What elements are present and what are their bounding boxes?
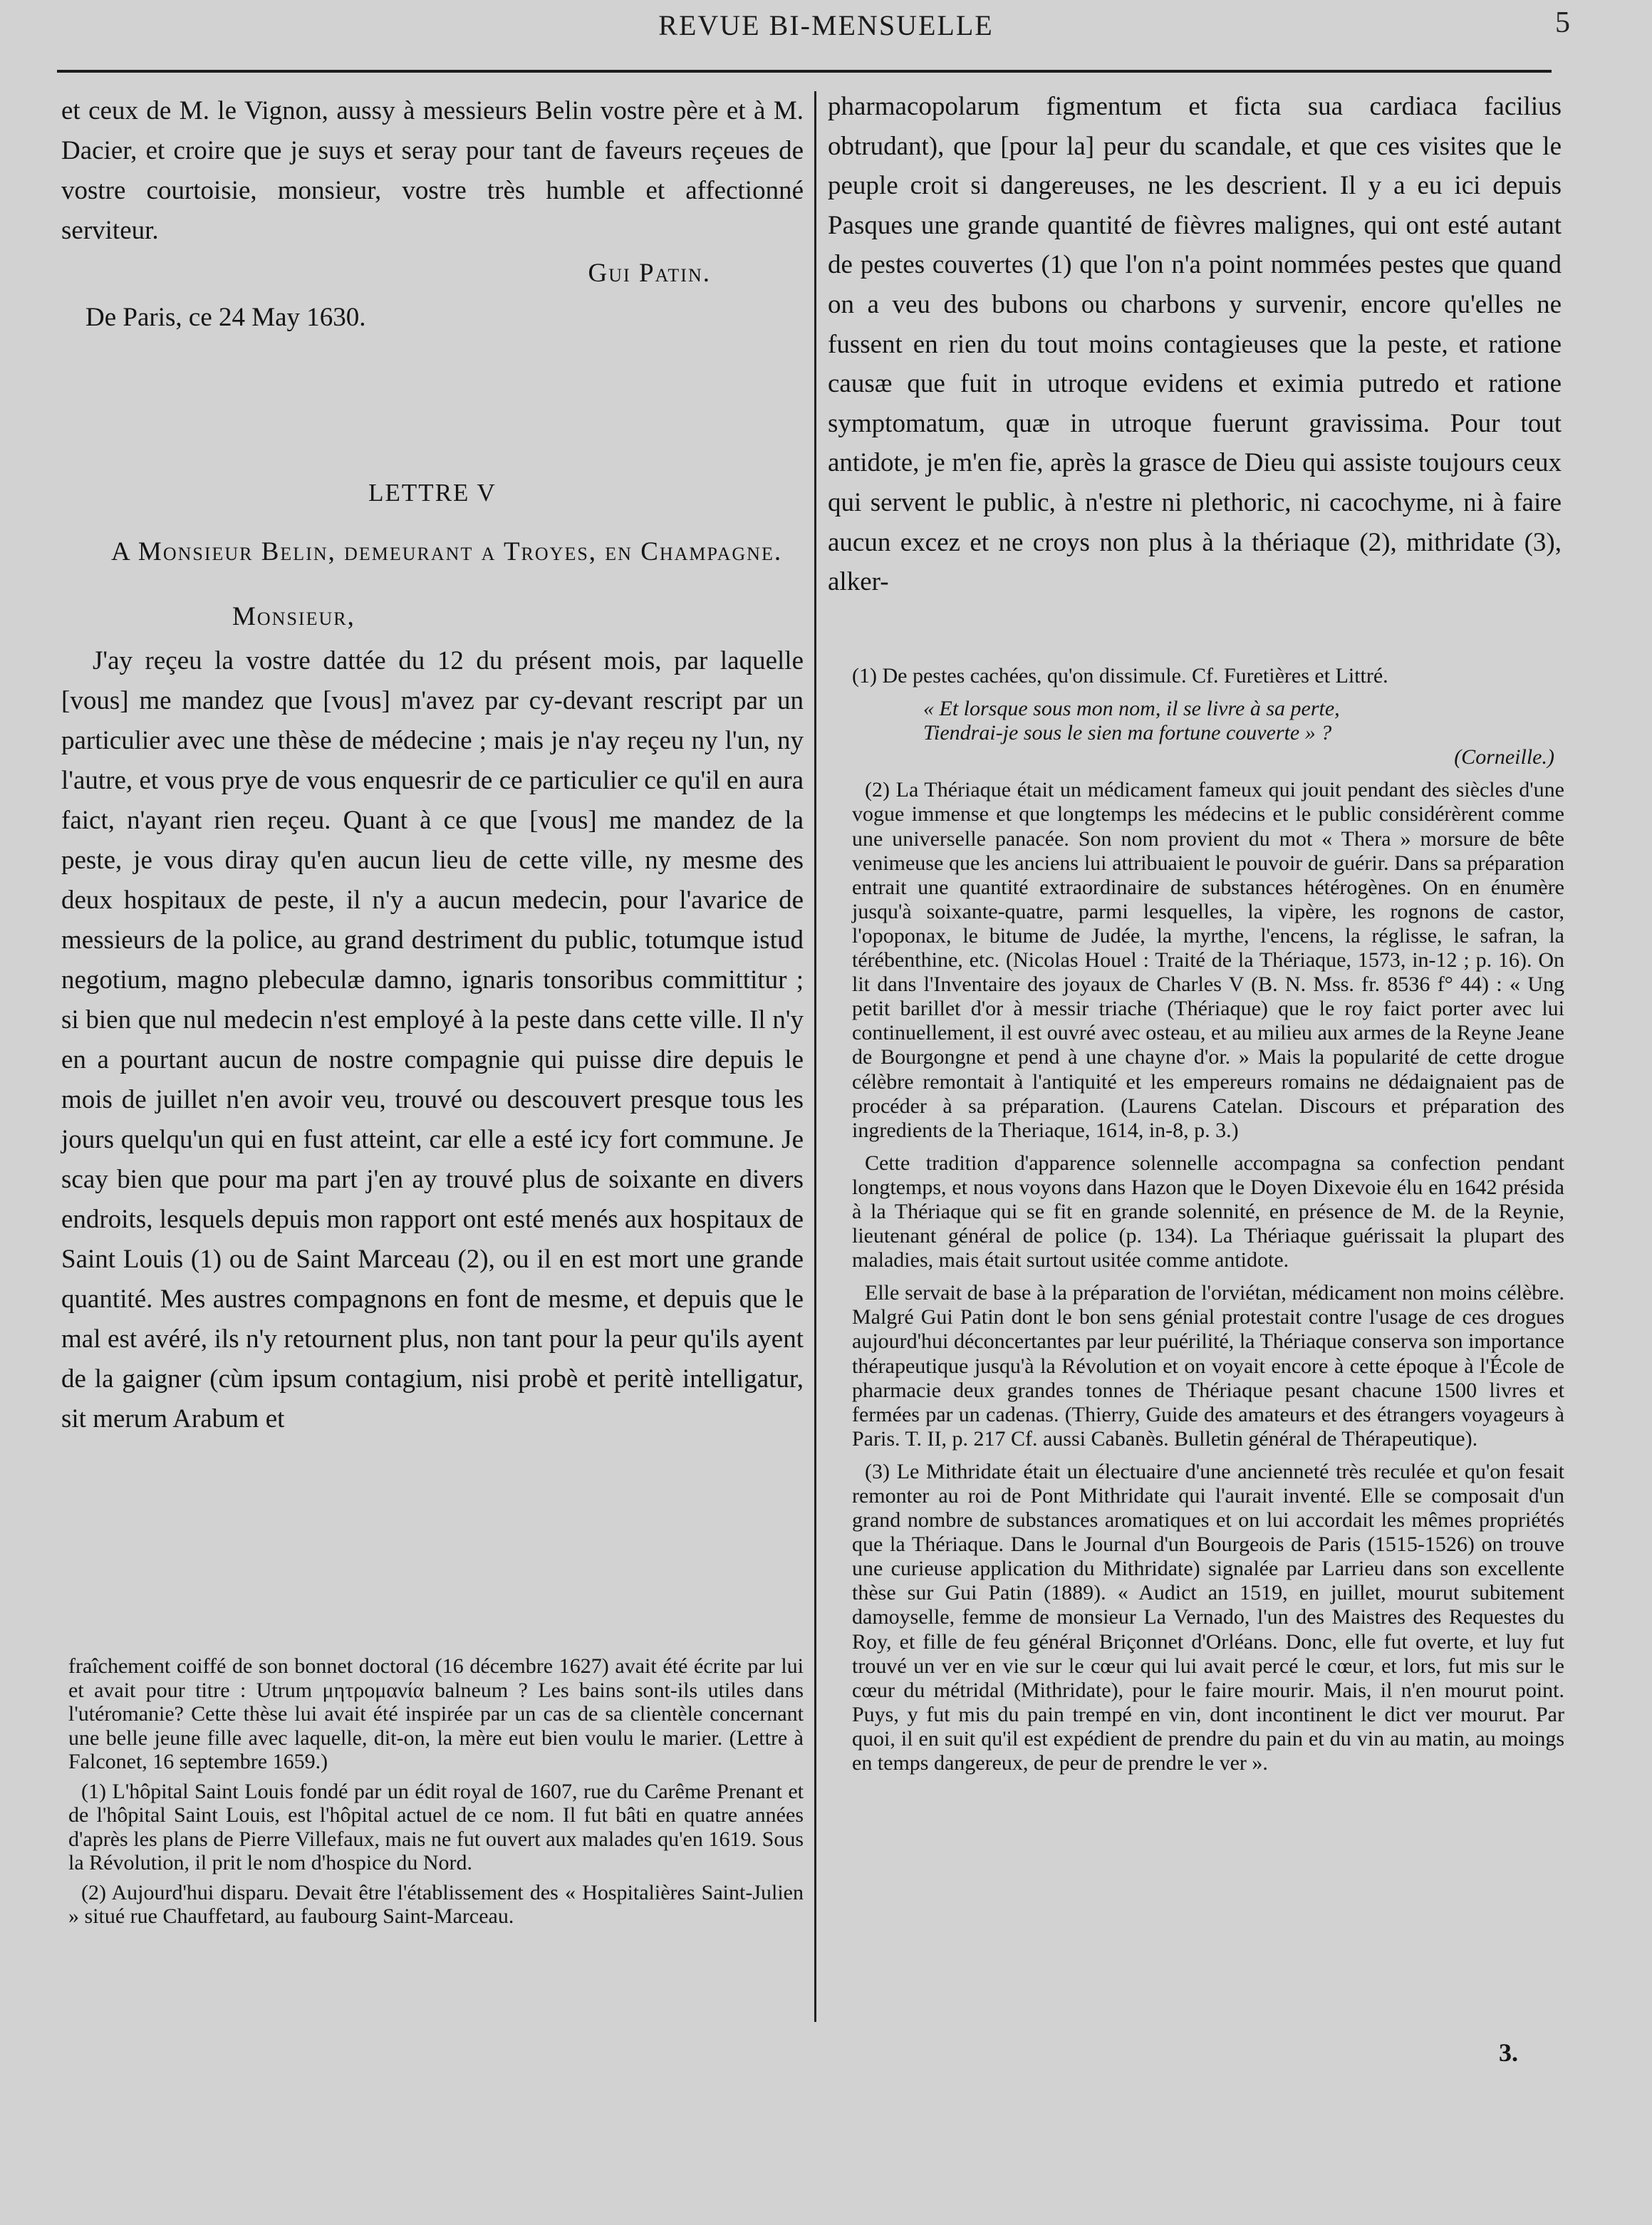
footnote-quote-line-2: Tiendrai-je sous le sien ma fortune couverte » ? [923,721,1332,745]
signature: Gui Patin. [588,259,711,288]
letter-body-continued: pharmacopolarum figmentum et ficta sua cardiaca facilius obtrudant), que [pour la] peur du scandale, et que ces visites que le peuple croit si dangereuses, ne les descrient. Il y a eu ici depuis Pasques une grande quantité de fièvres malignes, qui ont esté autant de pestes couvertes (1) que l'on n'a point nommées pestes que quand on a veu des bubons ou charbons y survenir, encore qu'elles ne fussent en rien du tout moins contagieuses que la peste, et ratione causæ que fuit in utroque evidens et eximia putredo et ratione symptomatum, quæ in utroque fuerunt gravissima. Pour tout antidote, je m'en fie, après la grasce de Dieu qui assiste toujours ceux qui servent le public, à n'estre ni plethoric, ni cacochyme, ni à faire aucun excez et ne croys non plus à la thériaque (2), mithridate (3), alker- [828,92,1562,597]
footnote-1: (1) De pestes cachées, qu'on dissimule. Cf. Furetières et Littré. [852,664,1388,688]
left-footnotes [68,1654,804,1934]
footnote-attribution: (Corneille.) [1454,745,1554,769]
footnote-continued: fraîchement coiffé de son bonnet doctoral (16 décembre 1627) avait été écrite par lui et avait pour titre : Utrum μητρομανία balneum ? Les bains sont-ils utiles dans l'utéromanie? Cette thèse lui avait été inspirée par un cas de sa clientèle concernant une belle jeune fille avec laquelle, dit-on, la mère eut bien voulu le marier. (Lettre à Falconet, 16 septembre 1659.) [68,1654,804,1773]
footnote-2-paragraph-2: Cette tradition d'apparence solennelle accompagna sa confection pendant longtemps, et nous voyons dans Hazon que le Doyen Dixevoie élu en 1642 présida à la Thériaque qui se fit en grande solennité, en présence de M. de la Reynie, lieutenant général de police (p. 134). La Thériaque guérissait la plupart des maladies, mais était surtout usitée comme antidote. [852,1151,1564,1272]
footnote-3: (3) Le Mithridate était un électuaire d'une ancienneté très reculée et qu'on fesait remonter au roi de Pont Mithridate qui l'aurait inventé. Elle se composait d'un grand nombre de substances aromatiques et on lui accordait les mêmes propriétés que la Thériaque. Dans le Journal d'un Bourgeois de Paris (1515-1526) on trouve une curieuse application du Mithridate) signalée par Larrieu dans son excellente thèse sur Gui Patin (1889). « Audict an 1519, en juillet, mourut subitement damoyselle, femme de monsieur La Vernado, l'un des Maistres des Requestes du Roy, et fille de feu général Briçonnet d'Orléans. Donc, elle fut overte, et luy fut trouvé un ver en vie sur le cœur qui lui avait percé le cœur, et lors, fut mis sur le cœur du métridal (Mithridate), pour le faire mourir. Mais, il n'en mourut point. Puys, y fut mis du pain trempé en vin, dont incontinent le dict ver mourut. Par quoi, il en suit qu'il est expédient de prendre du pain et du vin au matin, au moings en temps dangereux, de peur de prendre le ver ». [852,1459,1564,1775]
page-header-title: REVUE BI-MENSUELLE [658,9,994,41]
footnote-quote-line-1: « Et lorsque sous mon nom, il se livre à sa perte, [923,697,1340,721]
signature-mark: 3. [1499,2038,1518,2067]
right-column [828,87,1562,602]
header-rule [57,70,1552,73]
footnote-2-paragraph-3: Elle servait de base à la préparation de l'orviétan, médicament non moins célèbre. Malgré Gui Patin dont le bon sens génial protestait contre l'usage de ces drogues aujourd'hui déconcertantes par leur puérilité, la Thériaque conserva son importance thérapeutique jusqu'à la Révolution et on voyait encore à cette époque à l'École de pharmacie deux grandes tonnes de Thériaque pesant chacune 1500 livres et fermées par un cadenas. (Thierry, Guide des amateurs et des étrangers voyageurs à Paris. T. II, p. 217 Cf. aussi Cabanès. Bulletin général de Thérapeutique). [852,1281,1564,1451]
letter-date: De Paris, ce 24 May 1630. [85,303,366,332]
letter-closing: et ceux de M. le Vignon, aussy à messieurs Belin vostre père et à M. Dacier, et croire que je suys et seray pour tant de faveurs reçeues de vostre courtoisie, monsieur, vostre très humble et affectionné serviteur. [61,96,804,245]
letter-recipient: A Monsieur Belin, demeurant a Troyes, en Champagne. [111,537,783,566]
left-column [61,91,804,1439]
right-footnotes [852,664,1564,1784]
letter-body: J'ay reçeu la vostre dattée du 12 du présent mois, par laquelle [vous] me mandez que [vous] m'avez par cy-devant rescript par un particulier avec une thèse de médecine ; mais je n'ay reçeu ny l'un, ny l'autre, et vous prye de vous enquesrir de ce particulier ce qu'il en aura faict, n'ayant rien reçeu. Quant à ce que [vous] me mandez de la peste, je vous diray qu'en aucun lieu de cette ville, ny mesme des deux hospitaux de peste, il n'y a aucun medecin, pour l'avarice de messieurs de la police, au grand destriment du public, totumque istud negotium, magno plebeculæ damno, ignaris tonsoribus committitur ; si bien que nul medecin n'est employé à la peste dans cette ville. Il n'y en a pourtant aucun de nostre compagnie qui puisse dire depuis le mois de juillet n'en avoir veu, trouvé ou descouvert presque tous les jours quelqu'un qui en fust atteint, car elle a esté icy fort commune. Je scay bien que pour ma part j'en ay trouvé plus de soixante en divers endroits, lesquels depuis mon rapport ont esté menés aux hospitaux de Saint Louis (1) ou de Saint Marceau (2), ou il en est mort une grande quantité. Mes austres compagnons en font de mesme, et depuis que le mal est avéré, ils n'y retournent plus, non tant pour la peur qu'ils ayent de la gaigner (cùm ipsum contagium, nisi probè et peritè intelligatur, sit merum Arabum et [61,646,804,1433]
letter-heading: LETTRE V [368,479,497,507]
page-number: 5 [1555,6,1570,39]
footnote-2: (2) Aujourd'hui disparu. Devait être l'établissement des « Hospitalières Saint-Julien » situé rue Chauffetard, au faubourg Saint-Marceau. [68,1880,804,1928]
footnote-1: (1) L'hôpital Saint Louis fondé par un édit royal de 1607, rue du Carême Prenant et de l'hôpital Saint Louis, est l'hôpital actuel de ce nom. Il fut bâti en quatre années d'après les plans de Pierre Villefaux, mais ne fut ouvert aux malades qu'en 1619. Sous la Révolution, il prit le nom d'hospice du Nord. [68,1779,804,1874]
footnote-2: (2) La Thériaque était un médicament fameux qui jouit pendant des siècles d'une vogue immense et que longtemps les médecins et le public considérèrent comme une universelle panacée. Son nom provient du mot « Thera » morsure de bête venimeuse que les anciens lui attribuaient le pouvoir de guérir. Dans sa préparation entrait une quantité extraordinaire de substances hétérogènes. On en énumère jusqu'à soixante-quatre, parmi lesquelles, la vipère, les rognons de castor, l'opoponax, le bitume de Judée, la myrthe, l'encens, la réglisse, le safran, la térébenthine, etc. (Nicolas Houel : Traité de la Thériaque, 1573, in-12 ; p. 16). On lit dans l'Inventaire des joyaux de Charles V (B. N. Mss. fr. 8536 f° 44) : « Ung petit barillet d'or à messir triache (Thériaque) que le roy faict porter avec lui continuellement, il est ouvré avec osteau, et au milieu aux armes de la Reyne Jeane de Bourgongne et pend à une chayne d'or. » Mais la popularité de cette drogue célèbre remontait à l'antiquité et les empereurs romains ne dédaignaient pas de procéder à sa préparation. (Laurens Catelan. Discours et préparation des ingredients de la Theriaque, 1614, in-8, p. 3.) [852,778,1564,1142]
column-divider [814,91,816,2022]
salutation: Monsieur, [232,602,355,631]
